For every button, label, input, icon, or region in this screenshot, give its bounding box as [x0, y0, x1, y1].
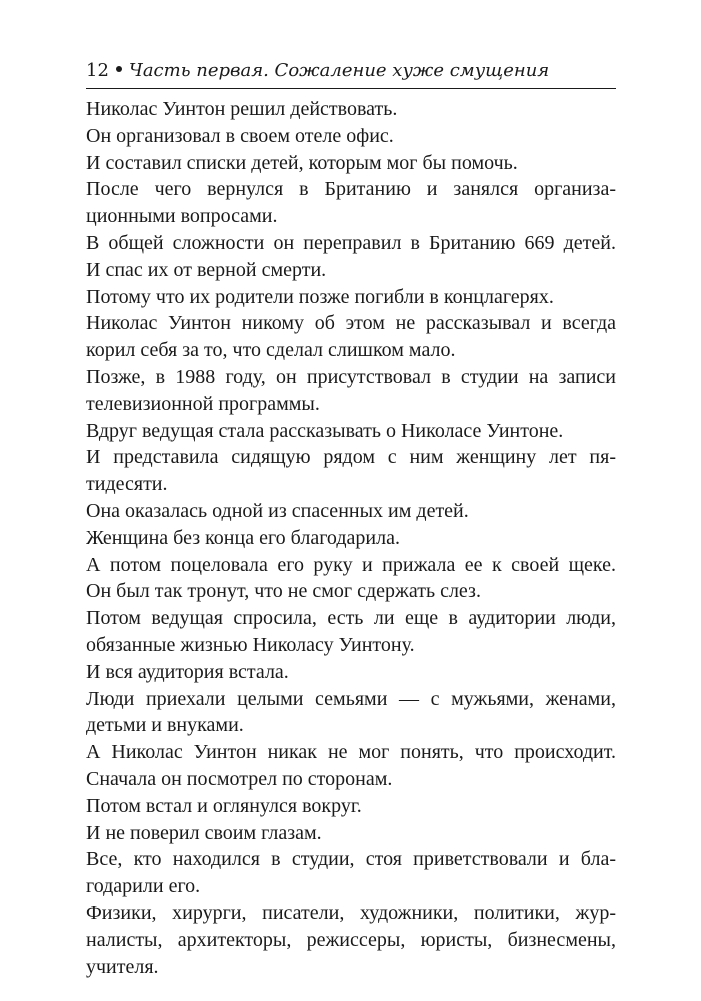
running-header	[86, 58, 616, 89]
text-line: Сначала он посмотрел по сторонам.	[86, 767, 393, 790]
text-line: обязанные жизнью Николасу Уинтону.	[86, 633, 415, 656]
text-line: Потому что их родители позже погибли в концлагерях.	[86, 285, 554, 308]
text-line: И спас их от верной смерти.	[86, 258, 327, 281]
text-line: В общей сложности он переправил в Британию 669 детей.	[86, 231, 616, 254]
text-line: телевизионной программы.	[86, 392, 320, 415]
text-line: И вся аудитория встала.	[86, 660, 289, 683]
text-line: Потом встал и оглянулся вокруг.	[86, 794, 362, 817]
text-line: И не поверил своим глазам.	[86, 821, 322, 844]
text-line: учителя.	[86, 955, 159, 978]
bullet-icon	[116, 66, 122, 72]
text-line: Он был так тронут, что не смог сдержать слез.	[86, 580, 481, 603]
text-line: А Николас Уинтон никак не мог понять, что происходит.	[86, 741, 616, 764]
text-line: Женщина без конца его благодарила.	[86, 526, 400, 549]
text-line: Физики, хирурги, писатели, художники, политики, жур-	[86, 901, 616, 924]
text-line: Николас Уинтон никому об этом не рассказывал и всегда	[86, 312, 616, 335]
text-line: Вдруг ведущая стала рассказывать о Николасе Уинтоне.	[86, 419, 564, 442]
page-number: 12	[86, 60, 109, 81]
text-line: Позже, в 1988 году, он присутствовал в студии на записи	[86, 365, 616, 388]
text-line: детьми и внуками.	[86, 714, 244, 737]
text-line: А потом поцеловала его руку и прижала ее к своей щеке.	[86, 553, 616, 576]
text-line: И представила сидящую рядом с ним женщину лет пя-	[86, 446, 616, 469]
text-line: Люди приехали целыми семьями — с мужьями, женами,	[86, 687, 616, 710]
text-line: Она оказалась одной из спасенных им детей.	[86, 499, 469, 522]
text-line: Все, кто находился в студии, стоя приветствовали и бла-	[86, 848, 616, 871]
text-line: ционными вопросами.	[86, 205, 278, 228]
text-line: годарили его.	[86, 875, 201, 898]
text-line: корил себя за то, что сделал слишком мало.	[86, 339, 456, 362]
text-line: налисты, архитекторы, режиссеры, юристы, бизнесмены,	[86, 928, 616, 951]
text-line: Николас Уинтон решил действовать.	[86, 98, 398, 120]
text-line: Он организовал в своем отеле офис.	[86, 124, 394, 147]
text-line: Потом ведущая спросила, есть ли еще в аудитории люди,	[86, 607, 616, 630]
body-text	[86, 96, 616, 980]
text-line: После чего вернулся в Британию и занялся организа-	[86, 178, 616, 201]
chapter-title: Часть первая. Сожаление хуже смущения	[128, 60, 550, 81]
text-line: тидесяти.	[86, 473, 168, 496]
text-line: И составил списки детей, которым мог бы помочь.	[86, 151, 518, 174]
